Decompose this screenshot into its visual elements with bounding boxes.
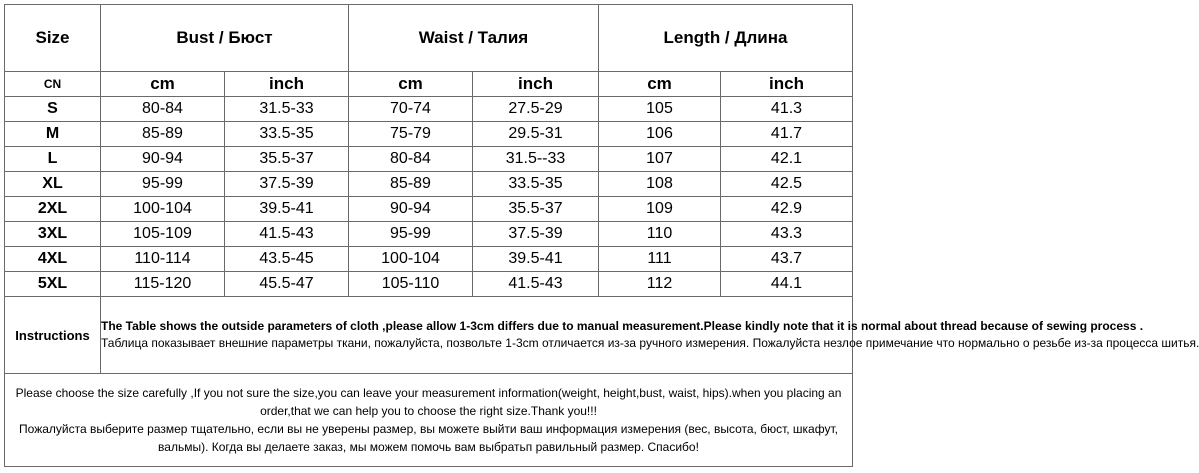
waist-cm-cell: 105-110: [349, 272, 473, 297]
unit-length-inch: inch: [721, 72, 853, 97]
waist-inch-cell: 35.5-37: [473, 197, 599, 222]
size-cell: 2XL: [5, 197, 101, 222]
size-cell: 3XL: [5, 222, 101, 247]
waist-cm-cell: 80-84: [349, 147, 473, 172]
bust-inch-cell: 35.5-37: [225, 147, 349, 172]
size-cell: S: [5, 97, 101, 122]
bust-cm-cell: 100-104: [101, 197, 225, 222]
note-row: [5, 374, 853, 467]
length-inch-cell: 44.1: [721, 272, 853, 297]
bust-inch-cell: 41.5-43: [225, 222, 349, 247]
bust-cm-cell: 110-114: [101, 247, 225, 272]
unit-waist-cm: cm: [349, 72, 473, 97]
waist-cm-cell: 90-94: [349, 197, 473, 222]
length-inch-cell: 43.7: [721, 247, 853, 272]
instructions-label: Instructions: [5, 297, 101, 374]
unit-waist-inch: inch: [473, 72, 599, 97]
bust-cm-cell: 80-84: [101, 97, 225, 122]
size-advice-note: [5, 374, 853, 467]
length-cm-cell: 105: [599, 97, 721, 122]
length-inch-cell: 42.9: [721, 197, 853, 222]
size-cell: XL: [5, 172, 101, 197]
length-cm-cell: 109: [599, 197, 721, 222]
waist-cm-cell: 95-99: [349, 222, 473, 247]
length-inch-cell: 41.3: [721, 97, 853, 122]
waist-cm-cell: 75-79: [349, 122, 473, 147]
waist-inch-cell: 41.5-43: [473, 272, 599, 297]
instructions-russian: Таблица показывает внешние параметры ткани, пожалуйста, позвольте 1-3cm отличается из-за ручного измерения. Пожалуйста незлое примечание что нормально о резьбе из-за процесса шитья.: [101, 336, 1199, 350]
instructions-row: [5, 297, 853, 374]
unit-cn: CN: [5, 72, 101, 97]
length-cm-cell: 107: [599, 147, 721, 172]
note-english: Please choose the size carefully ,If you not sure the size,you can leave your measurement information(weight, height,bust, waist, hips).when you placing an order,that we can help you to choose the right size.Thank you!!!: [15, 386, 842, 418]
table-row: [5, 272, 853, 297]
bust-inch-cell: 33.5-35: [225, 122, 349, 147]
header-waist: Waist / Талия: [349, 5, 599, 72]
length-cm-cell: 112: [599, 272, 721, 297]
waist-inch-cell: 39.5-41: [473, 247, 599, 272]
bust-inch-cell: 45.5-47: [225, 272, 349, 297]
bust-inch-cell: 31.5-33: [225, 97, 349, 122]
bust-cm-cell: 85-89: [101, 122, 225, 147]
waist-inch-cell: 27.5-29: [473, 97, 599, 122]
instructions-text: [101, 297, 1199, 374]
size-cell: L: [5, 147, 101, 172]
table-row: [5, 222, 853, 247]
instructions-english: The Table shows the outside parameters of cloth ,please allow 1-3cm differs due to manual measurement.Please kindly note that it is normal about thread because of sewing process .: [101, 319, 1144, 333]
unit-bust-cm: cm: [101, 72, 225, 97]
bust-cm-cell: 115-120: [101, 272, 225, 297]
waist-inch-cell: 31.5--33: [473, 147, 599, 172]
table-row: [5, 197, 853, 222]
length-cm-cell: 110: [599, 222, 721, 247]
waist-cm-cell: 85-89: [349, 172, 473, 197]
waist-cm-cell: 100-104: [349, 247, 473, 272]
length-cm-cell: 106: [599, 122, 721, 147]
table-row: [5, 147, 853, 172]
header-length: Length / Длина: [599, 5, 853, 72]
table-row: [5, 122, 853, 147]
length-inch-cell: 41.7: [721, 122, 853, 147]
size-chart-table: [4, 4, 1199, 467]
bust-cm-cell: 95-99: [101, 172, 225, 197]
unit-length-cm: cm: [599, 72, 721, 97]
length-inch-cell: 42.1: [721, 147, 853, 172]
header-bust: Bust / Бюст: [101, 5, 349, 72]
table-row: [5, 247, 853, 272]
table-row: [5, 172, 853, 197]
bust-cm-cell: 105-109: [101, 222, 225, 247]
length-inch-cell: 43.3: [721, 222, 853, 247]
waist-cm-cell: 70-74: [349, 97, 473, 122]
header-row: [5, 5, 853, 72]
bust-cm-cell: 90-94: [101, 147, 225, 172]
length-cm-cell: 111: [599, 247, 721, 272]
length-cm-cell: 108: [599, 172, 721, 197]
waist-inch-cell: 29.5-31: [473, 122, 599, 147]
header-size: Size: [5, 5, 101, 72]
waist-inch-cell: 37.5-39: [473, 222, 599, 247]
bust-inch-cell: 37.5-39: [225, 172, 349, 197]
length-inch-cell: 42.5: [721, 172, 853, 197]
bust-inch-cell: 43.5-45: [225, 247, 349, 272]
size-cell: 5XL: [5, 272, 101, 297]
unit-row: [5, 72, 853, 97]
waist-inch-cell: 33.5-35: [473, 172, 599, 197]
size-cell: 4XL: [5, 247, 101, 272]
unit-bust-inch: inch: [225, 72, 349, 97]
bust-inch-cell: 39.5-41: [225, 197, 349, 222]
table-row: [5, 97, 853, 122]
size-cell: M: [5, 122, 101, 147]
note-russian: Пожалуйста выберите размер тщательно, если вы не уверены размер, вы можете выйти ваш информация измерения (вес, высота, бюст, шкафут, вальмы). Когда вы делаете заказ, мы можем помочь вам выбратьп равильный размер. Спасибо!: [19, 422, 838, 454]
